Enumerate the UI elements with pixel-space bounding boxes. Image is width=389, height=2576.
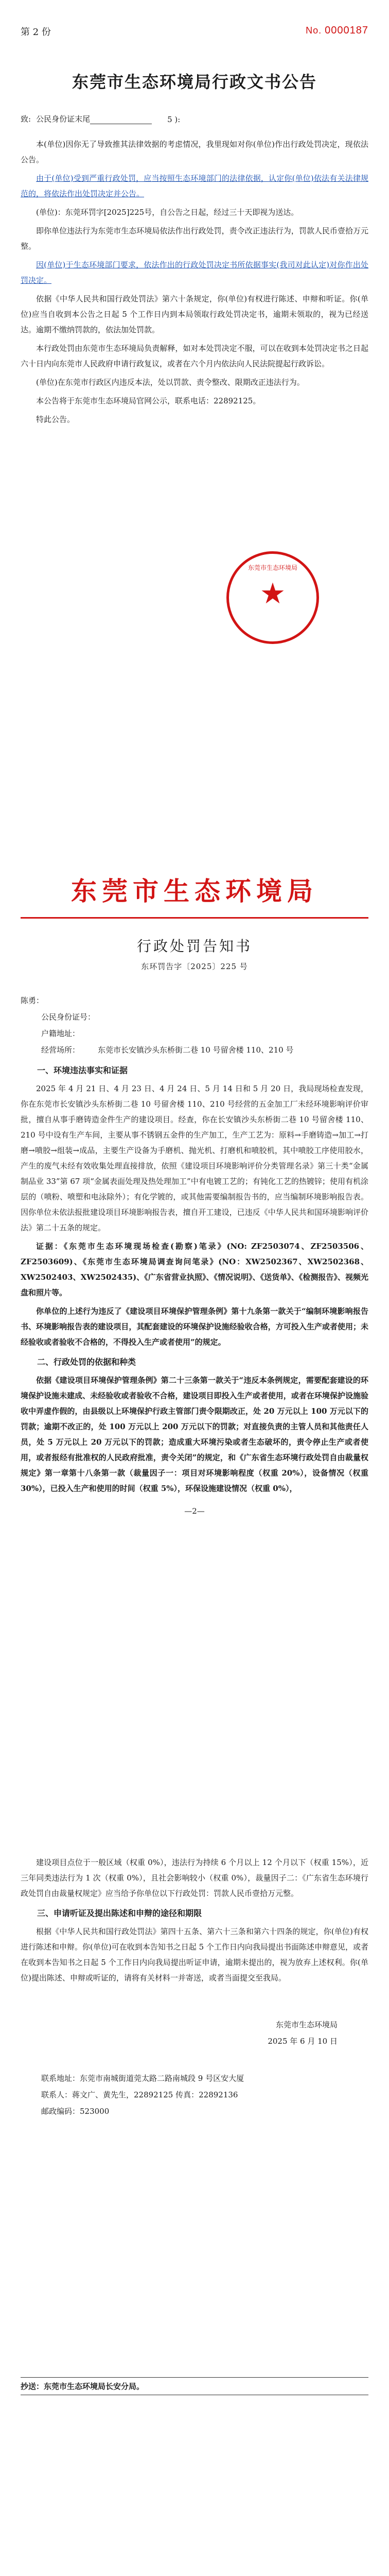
- seal-text: 东莞市生态环境局: [247, 564, 297, 571]
- addressee-tail: 5 ):: [167, 115, 181, 124]
- signing-organization: 东莞市生态环境局: [275, 2020, 338, 2029]
- notice-paragraph-5: 因(单位)于生态环境部门要求，依法作出的行政处罚决定书所依据事实(我司对此认定)对你作出处罚决定。: [21, 260, 368, 285]
- addressee-label: 致:: [21, 114, 31, 124]
- party-name: 陈勇：: [21, 996, 44, 1005]
- addressee-blank: [90, 113, 152, 124]
- addressee-row: [21, 113, 368, 124]
- official-seal: [226, 551, 319, 644]
- basis-paragraph: 依据《建设项目环境保护管理条例》第二十三条第一款关于“违反本条例规定，需要配套建设的环境保护设施未建成、未经验收或者验收不合格，建设项目即投入生产或者使用，或者在环境保护设施验收中弄虚作假的，由县级以上环境保护行政主管部门责令限期改正，处 20 万元以上 100 万元以下的罚款；逾期不改正的，处 100 万元以上 200 万元以下的罚款；对直接负责的主管人员和其他责任人员，处 5 万元以上 20 万元以下的罚款；造成重大环境污染或者生态破坏的，责令停止生产或者使用，或者报经有批准权的人民政府批准，责令关闭”的规定，和《广东省生态环境行政处罚自由裁量权规定》第一章第十八条第一款（裁量因子一：项目对环境影响程度（权重 20%），设备情况（权重 30%），已投入生产和使用的时间（权重 5%），环保设施建设情况（权重 0%），: [21, 1376, 368, 1493]
- notice-paragraph-1: 本(单位)因你无了导致推其法律效据的考虑情况，我里现如对你(单位)作出行政处罚决定，现依法公告。: [21, 140, 368, 164]
- notice-paragraph-6: 依据《中华人民共和国行政处罚法》第六十条规定，你(单位)有权进行陈述、申辩和听证。你(单位)应当自收到本公告之日起 5 个工作日内到本局领取行政处罚决定书，逾期未领取的，视为已经送达。逾期不缴纳罚款的，依法加处罚款。: [21, 294, 368, 334]
- page-number: —2—: [184, 1506, 205, 1516]
- notice-paragraph-3: (单位)：东莞环罚字[2025]225号，自公告之日起，经过三十天即视为送达。: [36, 208, 299, 217]
- signing-date: 2025 年 6 月 10 日: [268, 2037, 338, 2046]
- contact-line: 邮政编码：523000: [41, 2107, 110, 2116]
- basis-continued: 建设项目点位于一般区域（权重 0%），违法行为持续 6 个月以上 12 个月以下（权重 15%），近三年同类违法行为 1 次（权重 0%），且社会影响较小（权重 0%），裁量因子二：《广东省生态环境行政处罚自由裁量权规定》应当给予你单位以下行政处罚：罚款人民币壹拾万元整。: [21, 1858, 368, 1898]
- red-divider: [21, 917, 368, 919]
- seal-star-icon: ★: [259, 577, 286, 611]
- signature-block: [21, 2016, 338, 2049]
- notice-title: 东莞市生态环境局行政文书公告: [72, 72, 317, 92]
- doc-number: No. 0000187: [306, 25, 368, 36]
- section-heading-rights: 三、申请听证及提出陈述和申辩的途径和期限: [37, 1908, 202, 1918]
- party-row: 户籍地址：: [41, 1029, 80, 1038]
- notice-paragraph-4: 即你单位违法行为东莞市生态环境局依法作出行政处罚，责令改正违法行为，罚款人民币壹拾万元整。: [21, 226, 368, 251]
- evidence-paragraph: 证据：《东莞市生态环境现场检查(勘察)笔录》(NO: ZF2503074、ZF2503506、ZF2503609)、《东莞市生态环境局调查询问笔录》(NO：XW2502367、XW2502368、XW2502403、XW2502435)、《广东省营业执照》、《情况说明》、《送货单》、《检测报告》、视频光盘和照片等。: [21, 1242, 368, 1297]
- notice-paragraph-7: 本行政处罚由东莞市生态环境局负责解释，如对本处罚决定不服，可以在收到本处罚决定书之日起六十日内向东莞市人民政府申请行政复议，或者在六个月内依法向人民法院提起行政诉讼。: [21, 344, 368, 368]
- cc-line: 抄送：东莞市生态环境局长安分局。: [21, 2377, 368, 2395]
- notice-header-row: [21, 21, 368, 38]
- party-row: 公民身份证号：: [41, 1012, 96, 1022]
- party-row: 经营场所： 东莞市长安镇沙头东桥街二巷 10 号留舍楼 110、210 号: [41, 1045, 294, 1055]
- section-heading-basis: 二、行政处罚的依据和种类: [37, 1357, 136, 1367]
- rights-paragraph: 根据《中华人民共和国行政处罚法》第四十五条、第六十三条和第六十四条的规定，你(单位)有权进行陈述和申辩。你(单位)可在收到本告知书之日起 5 个工作日内向我局提出书面陈述申辩意见，或者在收到本告知书之日起 5 个工作日内向我局提出听证申请，逾期未提出的，视为放弃上述权利。你(单位)提出陈述、申辩或听证的，请将有关材料一并寄送，或者当面提交至我局。: [21, 1927, 368, 1982]
- notice-paragraph-9: 本公告将于东莞市生态环境局官网公示，联系电话：22892125。: [36, 396, 261, 405]
- penalty-notice-page-2: [21, 1834, 368, 2576]
- contact-line: 联系地址：东莞市南城街道莞太路二路南城段 9 号区安大厦: [41, 2074, 244, 2083]
- notice-closing: 特此公告。: [36, 415, 75, 424]
- contact-block: [21, 2070, 368, 2120]
- penalty-notice-title: 行政处罚告知书: [136, 938, 252, 955]
- bureau-banner: 东莞市生态环境局: [71, 876, 318, 906]
- page-label: 第 2 份: [21, 27, 51, 38]
- penalty-notice-ref: 东环罚告字〔2025〕225 号: [141, 962, 248, 971]
- notice-paragraph-8: (单位)在东莞市行政区内违反本法，处以罚款、责令整改、限期改正违法行为。: [36, 378, 305, 387]
- violation-conclusion: 你单位的上述行为违反了《建设项目环境保护管理条例》第十九条第一款关于“编制环境影响报告书、环境影响报告表的建设项目，其配套建设的环境保护设施经验收合格，方可投入生产或者使用；未经验收或者验收不合格的，不得投入生产或者使用”的规定。: [21, 1307, 368, 1347]
- notice-page: [21, 21, 368, 824]
- contact-line: 联系人：蒋文广、黄先生，22892125 传真：22892136: [41, 2090, 238, 2099]
- penalty-notice-page-1: [21, 855, 368, 1803]
- facts-paragraph: 2025 年 4 月 21 日、4 月 23 日、4 月 24 日、5 月 14 日和 5 月 20 日，我局现场检查发现，你在东莞市长安镇沙头东桥街二巷 10 号留舍楼 110、210 号经营的五金加工厂未经环境影响评价审批，擅自从事手磨铸造金件生产的建设项目。经查，你在长安镇沙头东桥街二巷 10 号留舍楼 110、210 号中设有生产车间，主要从事不锈钢五金件的生产加工，生产工艺为：原料→手磨铸造→加工→打磨→喷胶→组装→成品，主要生产设备为手磨机、抛光机、打磨机和喷胶机，其中喷胶工序使用胶水，产生的废气未经有效收集处理直接排放，依照《建设项目环境影响评价分类管理名录》第三十类“金属制品业 33”第 67 项“金属表面处理及热处理加工”中有电镀工艺的；有钝化工艺的热镀锌；使用有机涂层的（喷粉、喷塑和电泳除外）；有化学镀的，或其他需要编制报告书的，应当编制环境影响报告表。因你单位未依法报批建设项目环境影响报告表，擅自开工建设，已违反《中华人民共和国环境影响评价法》第二十五条的规定。: [21, 1084, 368, 1232]
- addressee-text: 公民身份证末尾: [36, 114, 91, 124]
- notice-paragraph-2: 由于(单位)受到严重行政处罚，应当按照生态环境部门的法律依据，认定你(单位)依法有关法律规范的，将依法作出处罚决定并公告。: [21, 174, 368, 198]
- section-heading-facts: 一、环境违法事实和证据: [37, 1065, 128, 1075]
